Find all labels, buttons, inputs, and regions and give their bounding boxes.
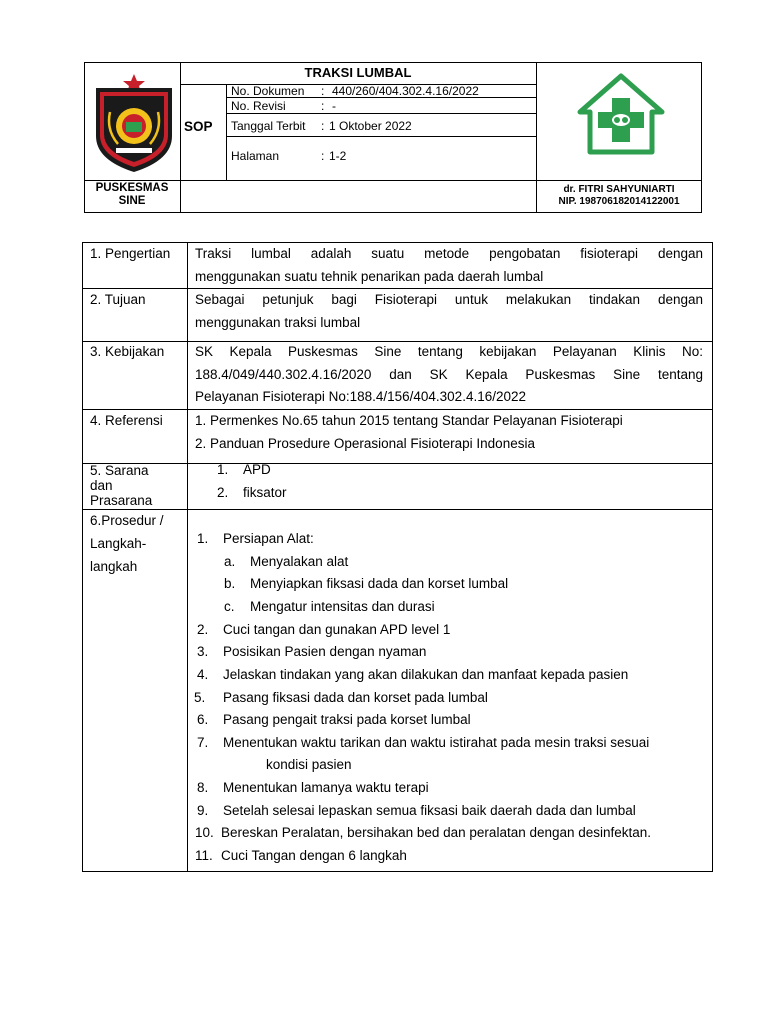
step-text: kondisi pasien [266, 757, 352, 772]
meta-value-page: 1-2 [329, 149, 347, 163]
step-text: Mengatur intensitas dan durasi [250, 599, 435, 614]
row-content-pengertian [195, 243, 703, 288]
step-text: Posisikan Pasien dengan nyaman [223, 644, 427, 659]
meta-value-document-number: 440/260/404.302.4.16/2022 [332, 84, 479, 98]
step-text: Menyalakan alat [250, 554, 349, 569]
procedure-step-continuation [266, 757, 352, 772]
procedure-step [197, 780, 429, 795]
step-number: b. [224, 576, 236, 591]
label-line: dan [90, 478, 113, 493]
row-label-referensi: 4. Referensi [90, 413, 163, 428]
sop-label: SOP [184, 119, 213, 134]
list-item [217, 485, 287, 500]
reference-item: 2. Panduan Prosedure Operasional Fisioterapi Indonesia [195, 435, 535, 451]
meta-sep: : [321, 99, 325, 113]
meta-sep: : [321, 84, 325, 98]
step-text: Menentukan lamanya waktu terapi [223, 780, 429, 795]
step-number: 5. [194, 690, 206, 705]
step-text: Menentukan waktu tarikan dan waktu istirahat pada mesin traksi sesuai [223, 735, 650, 750]
procedure-step [194, 690, 488, 705]
procedure-step [197, 667, 628, 682]
procedure-substep [224, 554, 348, 569]
procedure-substep [224, 576, 508, 591]
procedure-substep [224, 599, 435, 614]
label-line: Prasarana [90, 493, 153, 508]
signer-nip: NIP. 198706182014122001 [558, 196, 680, 207]
meta-label: Halaman [231, 149, 280, 163]
puskesmas-logo [572, 72, 670, 158]
step-number: 2. [197, 622, 209, 637]
text-line: menggunakan traksi lumbal [195, 314, 361, 330]
step-text: Persiapan Alat: [223, 531, 314, 546]
step-text: Setelah selesai lepaskan semua fiksasi baik daerah dada dan lumbal [223, 803, 636, 818]
step-text: Pasang fiksasi dada dan korset pada lumbal [223, 690, 488, 705]
label-line: 6.Prosedur / [90, 513, 164, 528]
step-number: 11. [195, 848, 213, 863]
row-label-pengertian: 1. Pengertian [90, 246, 171, 261]
list-number: 2. [217, 485, 229, 500]
header-divider [226, 113, 536, 114]
row-label-sarana [90, 463, 152, 508]
procedure-step [195, 848, 407, 863]
step-text: Cuci Tangan dengan 6 langkah [221, 848, 407, 863]
row-label-tujuan: 2. Tujuan [90, 292, 146, 307]
step-number: 6. [197, 712, 209, 727]
step-number: 1. [197, 531, 209, 546]
list-text: fiksator [243, 485, 287, 500]
row-label-kebijakan: 3. Kebijakan [90, 344, 165, 359]
text-line: Traksi lumbal adalah suatu metode pengobatan fisioterapi dengan [195, 246, 703, 261]
step-text: Menyiapkan fiksasi dada dan korset lumbal [250, 576, 509, 591]
step-number: 3. [197, 644, 209, 659]
procedure-step [195, 825, 651, 840]
label-line: 5. Sarana [90, 463, 149, 478]
procedure-step [197, 531, 314, 546]
step-number: a. [224, 554, 236, 569]
step-number: 7. [197, 735, 209, 750]
step-number: 8. [197, 780, 209, 795]
text-line: SK Kepala Puskesmas Sine tentang kebijakan Pelayanan Klinis No: [195, 344, 703, 359]
regency-emblem-logo [92, 72, 176, 174]
row-label-prosedur [90, 509, 164, 578]
text-line: Pelayanan Fisioterapi No:188.4/156/404.302.4.16/2022 [195, 389, 527, 404]
list-number: 1. [217, 462, 229, 477]
procedure-step [197, 644, 426, 659]
row-content-referensi [195, 410, 703, 455]
sop-content-table [82, 242, 713, 872]
step-text: Cuci tangan dan gunakan APD level 1 [223, 622, 451, 637]
header-divider [84, 180, 702, 181]
procedure-step [197, 712, 471, 727]
procedure-step [197, 622, 450, 637]
signer-name: dr. FITRI SAHYUNIARTI [563, 184, 675, 195]
page-title: TRAKSI LUMBAL [304, 65, 412, 80]
meta-label: Tanggal Terbit [231, 119, 306, 133]
meta-sep: : [321, 149, 325, 163]
header-divider [226, 136, 536, 137]
meta-value-issue-date: 1 Oktober 2022 [329, 119, 412, 133]
org-name-line1: PUSKESMAS [95, 182, 169, 194]
step-number: 10. [195, 825, 214, 840]
meta-value-revision: - [332, 99, 336, 113]
meta-sep: : [321, 119, 325, 133]
list-text: APD [243, 462, 271, 477]
signer-block [536, 184, 702, 208]
text-line: 188.4/049/440.302.4.16/2020 dan SK Kepala Puskesmas Sine tentang [195, 366, 703, 382]
org-name [84, 182, 180, 208]
label-line: langkah [90, 559, 138, 574]
list-item [217, 462, 271, 477]
row-content-tujuan [195, 289, 703, 334]
step-number: 9. [197, 803, 209, 818]
table-row-divider [83, 509, 712, 510]
label-line: Langkah- [90, 536, 147, 551]
step-text: Jelaskan tindakan yang akan dilakukan dan manfaat kepada pasien [223, 667, 629, 682]
row-content-kebijakan [195, 341, 703, 409]
text-line: Sebagai petunjuk bagi Fisioterapi untuk melakukan tindakan dengan [195, 292, 703, 307]
text-line: menggunakan suatu tehnik penarikan pada daerah lumbal [195, 268, 544, 284]
procedure-step [197, 803, 636, 818]
procedure-step [197, 735, 649, 750]
org-name-line2: SINE [118, 195, 146, 207]
step-number: 4. [197, 667, 209, 682]
meta-label: No. Revisi [231, 99, 286, 113]
header-divider [226, 84, 227, 180]
step-text: Pasang pengait traksi pada korset lumbal [223, 712, 471, 727]
step-number: c. [224, 599, 235, 614]
meta-label: No. Dokumen [231, 84, 305, 98]
table-row-divider [83, 463, 712, 464]
table-column-divider [187, 243, 188, 871]
step-text: Bereskan Peralatan, bersihakan bed dan peralatan dengan desinfektan. [221, 825, 652, 840]
reference-item: 1. Permenkes No.65 tahun 2015 tentang Standar Pelayanan Fisioterapi [195, 413, 623, 428]
